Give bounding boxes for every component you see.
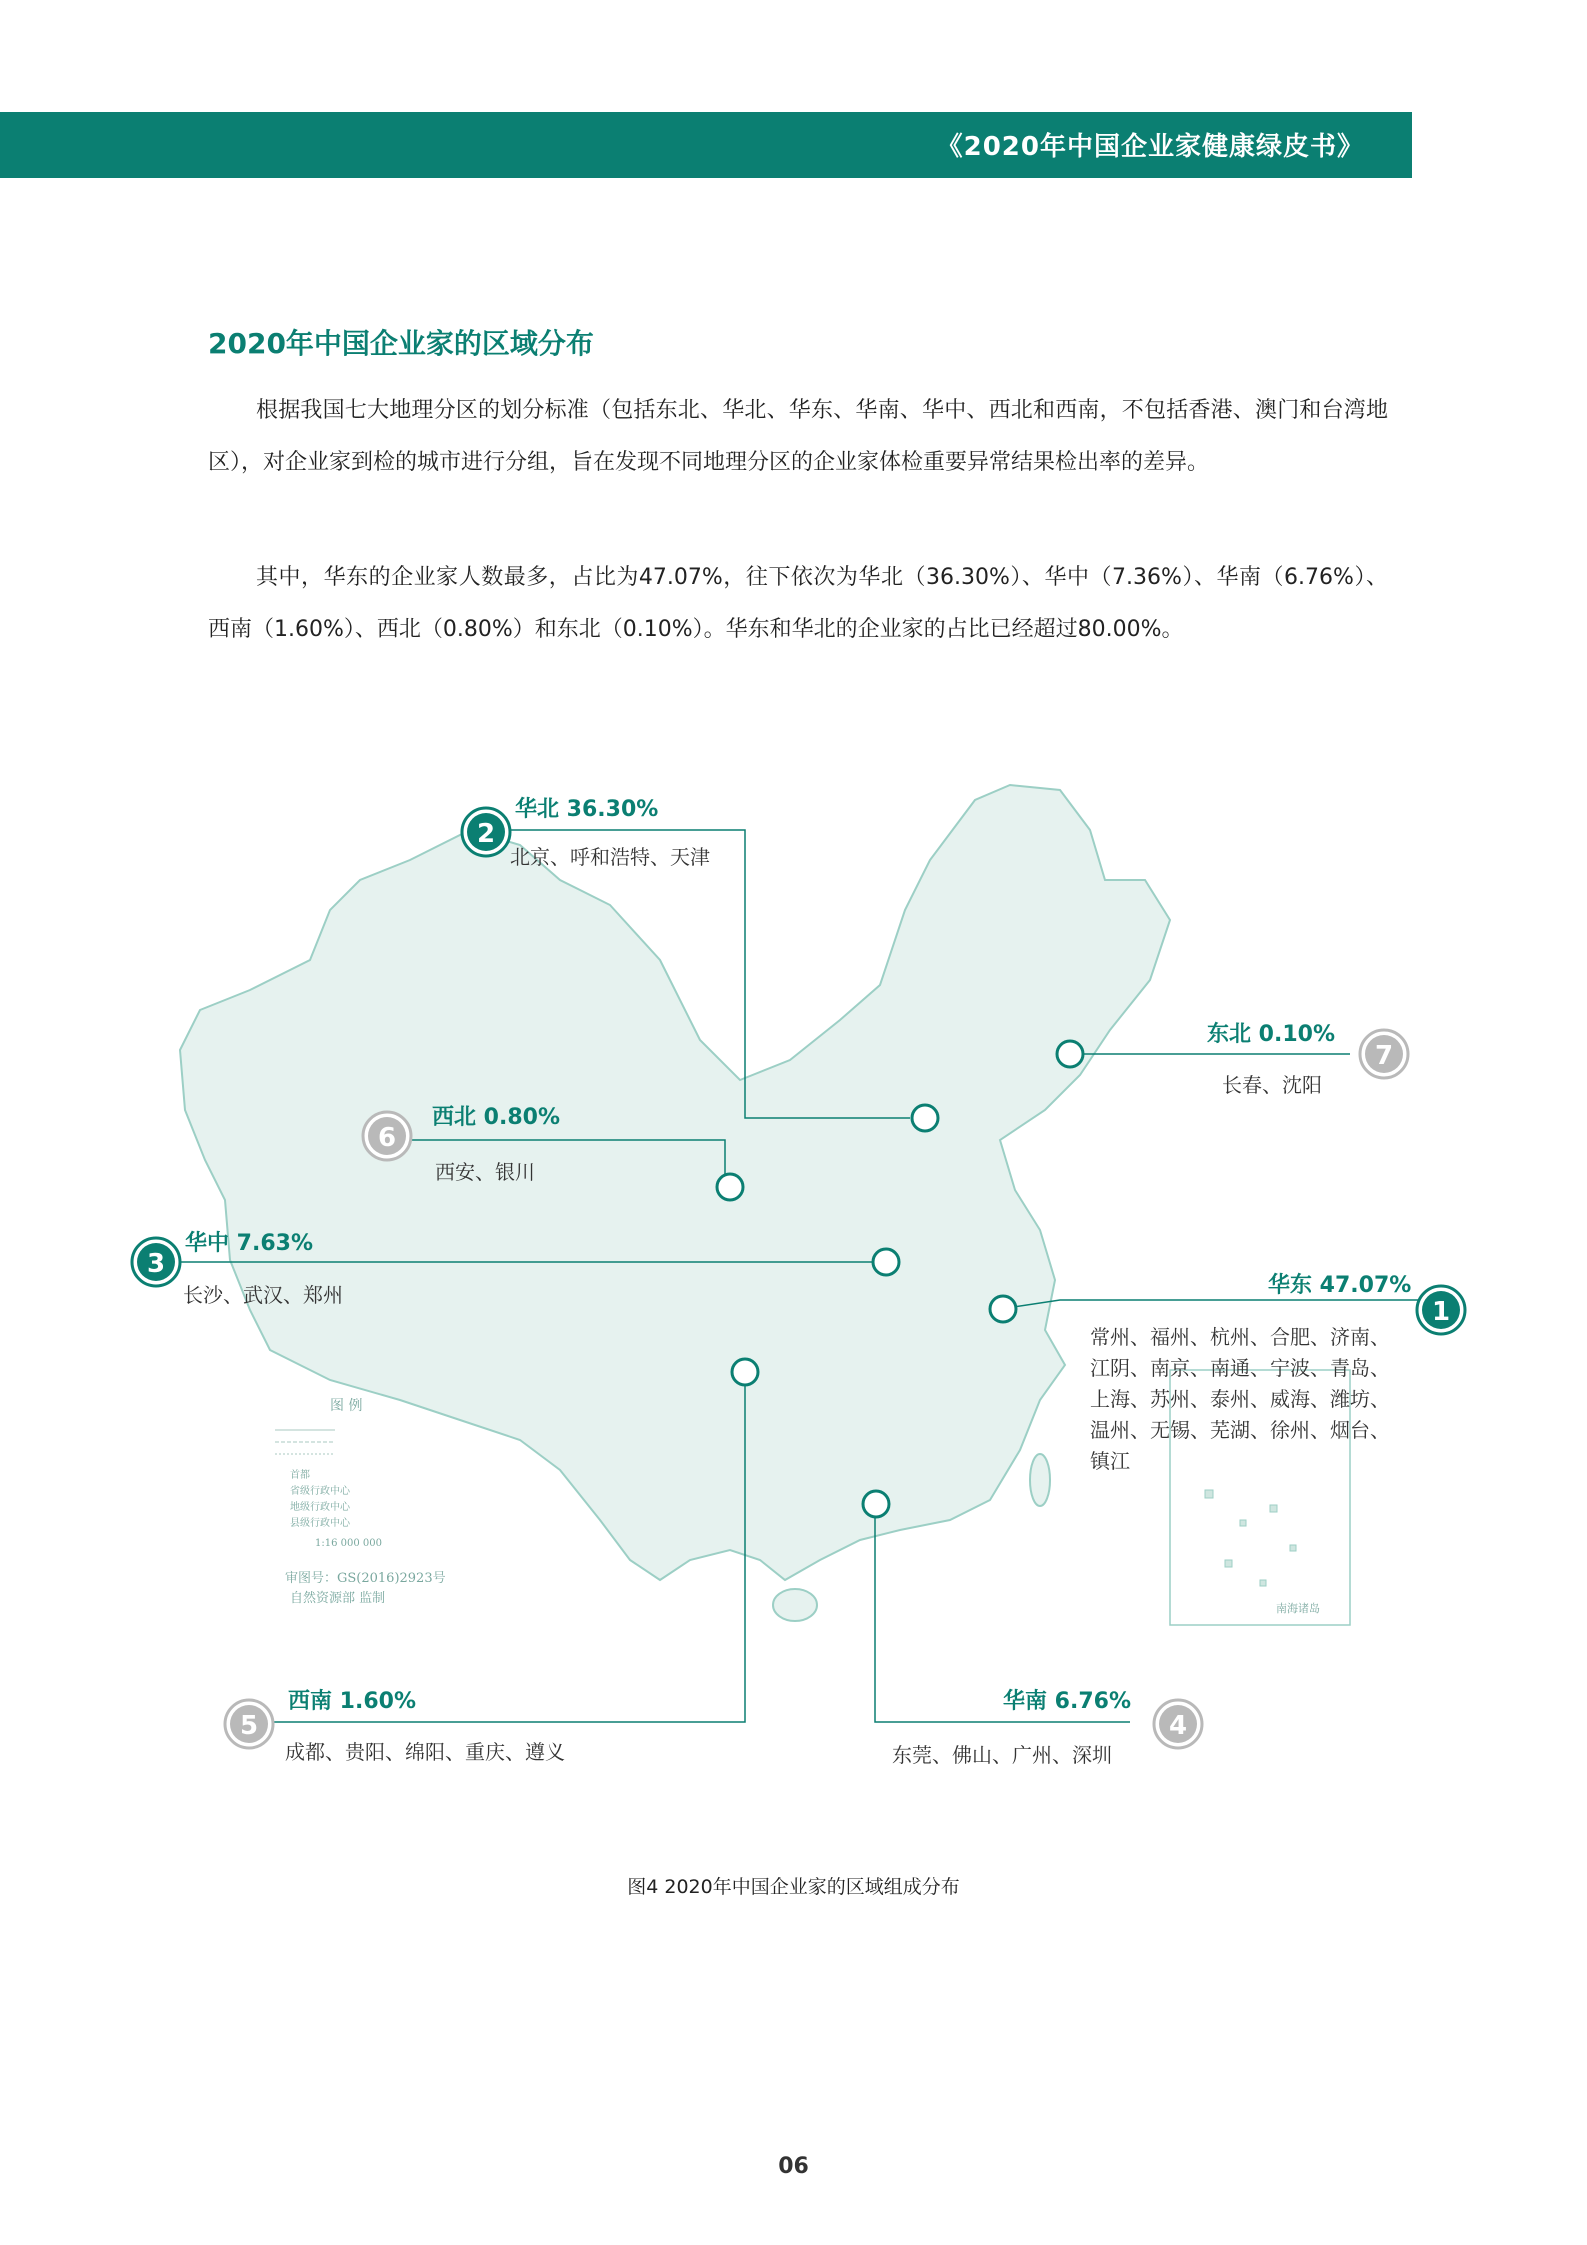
badge-2 [462, 808, 510, 856]
taiwan-island [1030, 1454, 1050, 1506]
section-title: 2020年中国企业家的区域分布 [208, 327, 594, 360]
svg-text:图 例: 图 例 [330, 1398, 363, 1414]
region-northeast-title: 东北 0.10% [1207, 1022, 1335, 1047]
china-outline [180, 785, 1170, 1580]
region-northwest-cities: 西安、银川 [435, 1160, 535, 1184]
region-east-cities: 常州、福州、杭州、合肥、济南、江阴、南京、南通、宁波、青岛、上海、苏州、泰州、威海、潍坊、温州、无锡、芜湖、徐州、烟台、镇江 [1090, 1325, 1390, 1473]
figure-caption: 图4 2020年中国企业家的区域组成分布 [627, 1876, 960, 1898]
city-marker-northwest [717, 1174, 743, 1200]
region-southwest-title: 西南 1.60% [288, 1689, 416, 1714]
region-north-title: 华北 36.30% [515, 797, 659, 822]
city-marker-central [873, 1249, 899, 1275]
inset-label: 南海诸岛 [1276, 1602, 1320, 1615]
document-title: 《2020年中国企业家健康绿皮书》 [936, 132, 1364, 162]
paragraph-1: 根据我国七大地理分区的划分标准（包括东北、华北、华东、华南、华中、西北和西南，不包括香港、澳门和台湾地区），对企业家到检的城市进行分组，旨在发现不同地理分区的企业家体检重要异常结果检出率的差异。 [208, 398, 1388, 475]
svg-text:自然资源部 监制: 自然资源部 监制 [290, 1591, 386, 1606]
region-south-title: 华南 6.76% [1003, 1689, 1131, 1714]
map-legend [275, 1398, 446, 1606]
city-marker-southwest [732, 1359, 758, 1385]
city-marker-east [990, 1296, 1016, 1322]
badge-5 [225, 1700, 273, 1748]
city-marker-northeast [1057, 1041, 1083, 1067]
svg-text:1: 1 [1431, 1297, 1451, 1327]
svg-text:5: 5 [239, 1711, 259, 1741]
svg-text:7: 7 [1374, 1041, 1394, 1071]
svg-text:地级行政中心: 地级行政中心 [290, 1502, 350, 1513]
header-band [0, 112, 1412, 178]
svg-text:6: 6 [377, 1123, 397, 1153]
city-marker-south [863, 1491, 889, 1517]
region-northwest-title: 西北 0.80% [432, 1105, 560, 1130]
region-central-cities: 长沙、武汉、郑州 [183, 1283, 343, 1307]
svg-text:县级行政中心: 县级行政中心 [290, 1518, 350, 1529]
svg-text:3: 3 [146, 1249, 166, 1279]
svg-text:省级行政中心: 省级行政中心 [290, 1486, 350, 1497]
page-number: 06 [778, 2154, 809, 2179]
region-central-title: 华中 7.63% [185, 1231, 313, 1256]
paragraph-2: 其中，华东的企业家人数最多，占比为47.07%，往下依次为华北（36.30%）、华中（7.36%）、华南（6.76%）、西南（1.60%）、西北（0.80%）和东北（0.10%）。华东和华北的企业家的占比已经超过80.00%。 [208, 565, 1388, 642]
region-north-cities: 北京、呼和浩特、天津 [510, 845, 710, 869]
badge-1 [1417, 1286, 1465, 1334]
region-southwest-cities: 成都、贵阳、绵阳、重庆、遵义 [285, 1740, 565, 1764]
svg-text:首都: 首都 [290, 1470, 310, 1481]
svg-text:2: 2 [476, 819, 496, 849]
leader-line-east [1000, 1300, 1420, 1309]
region-east-title: 华东 47.07% [1268, 1273, 1412, 1298]
region-south-cities: 东莞、佛山、广州、深圳 [892, 1743, 1112, 1767]
city-marker-north [912, 1105, 938, 1131]
hainan-island [773, 1589, 817, 1621]
badge-7 [1360, 1030, 1408, 1078]
svg-text:4: 4 [1168, 1711, 1188, 1741]
svg-text:审图号：GS(2016)2923号: 审图号：GS(2016)2923号 [285, 1571, 446, 1586]
badge-3 [132, 1238, 180, 1286]
svg-text:1:16 000 000: 1:16 000 000 [315, 1538, 382, 1549]
badge-6 [363, 1112, 411, 1160]
badge-4 [1154, 1700, 1202, 1748]
region-northeast-cities: 长春、沈阳 [1222, 1073, 1322, 1097]
